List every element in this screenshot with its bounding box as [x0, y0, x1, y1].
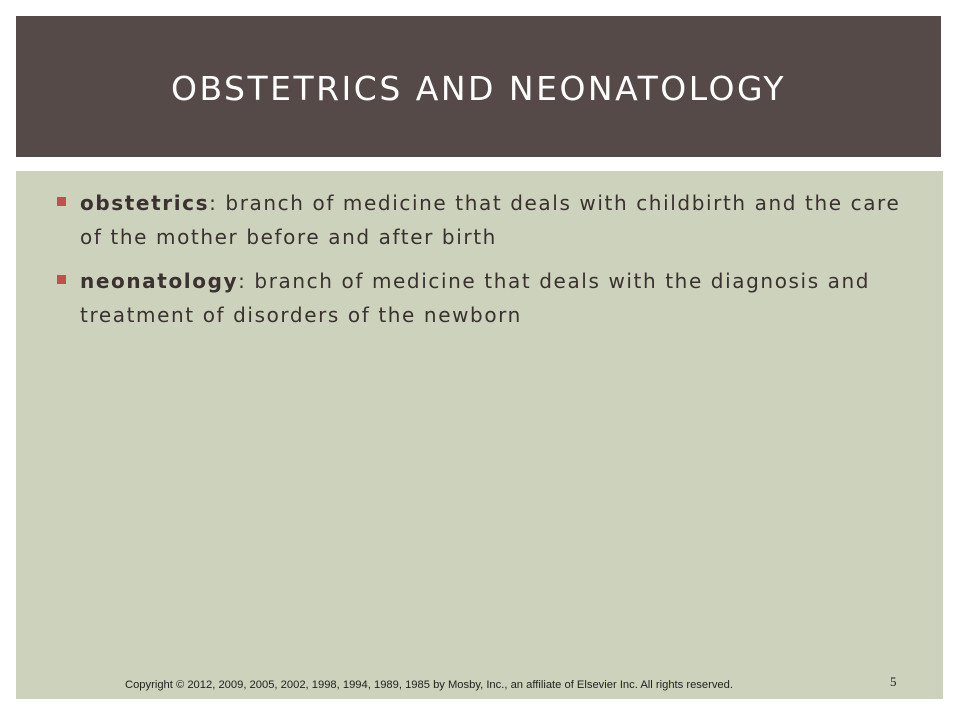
square-bullet-icon — [57, 275, 66, 284]
bullet-item-neonatology — [56, 264, 926, 332]
square-bullet-icon — [57, 197, 66, 206]
bullet-list — [56, 186, 926, 342]
bullet-item-obstetrics — [56, 186, 926, 254]
term-neonatology: neonatology — [80, 269, 239, 293]
term-obstetrics: obstetrics — [80, 191, 210, 215]
copyright-notice: Copyright © 2012, 2009, 2005, 2002, 1998, 1994, 1989, 1985 by Mosby, Inc., an affiliate of Elsevier Inc. All rights reserved. — [125, 679, 733, 691]
page-number: 5 — [890, 674, 897, 689]
slide-title: OBSTETRICS AND NEONATOLOGY — [170, 69, 787, 108]
definition-obstetrics: : branch of medicine that deals with childbirth and the care of the mother before and after birth — [80, 191, 901, 249]
title-bar — [16, 16, 941, 157]
definition-neonatology: : branch of medicine that deals with the diagnosis and treatment of disorders of the newborn — [80, 269, 871, 327]
